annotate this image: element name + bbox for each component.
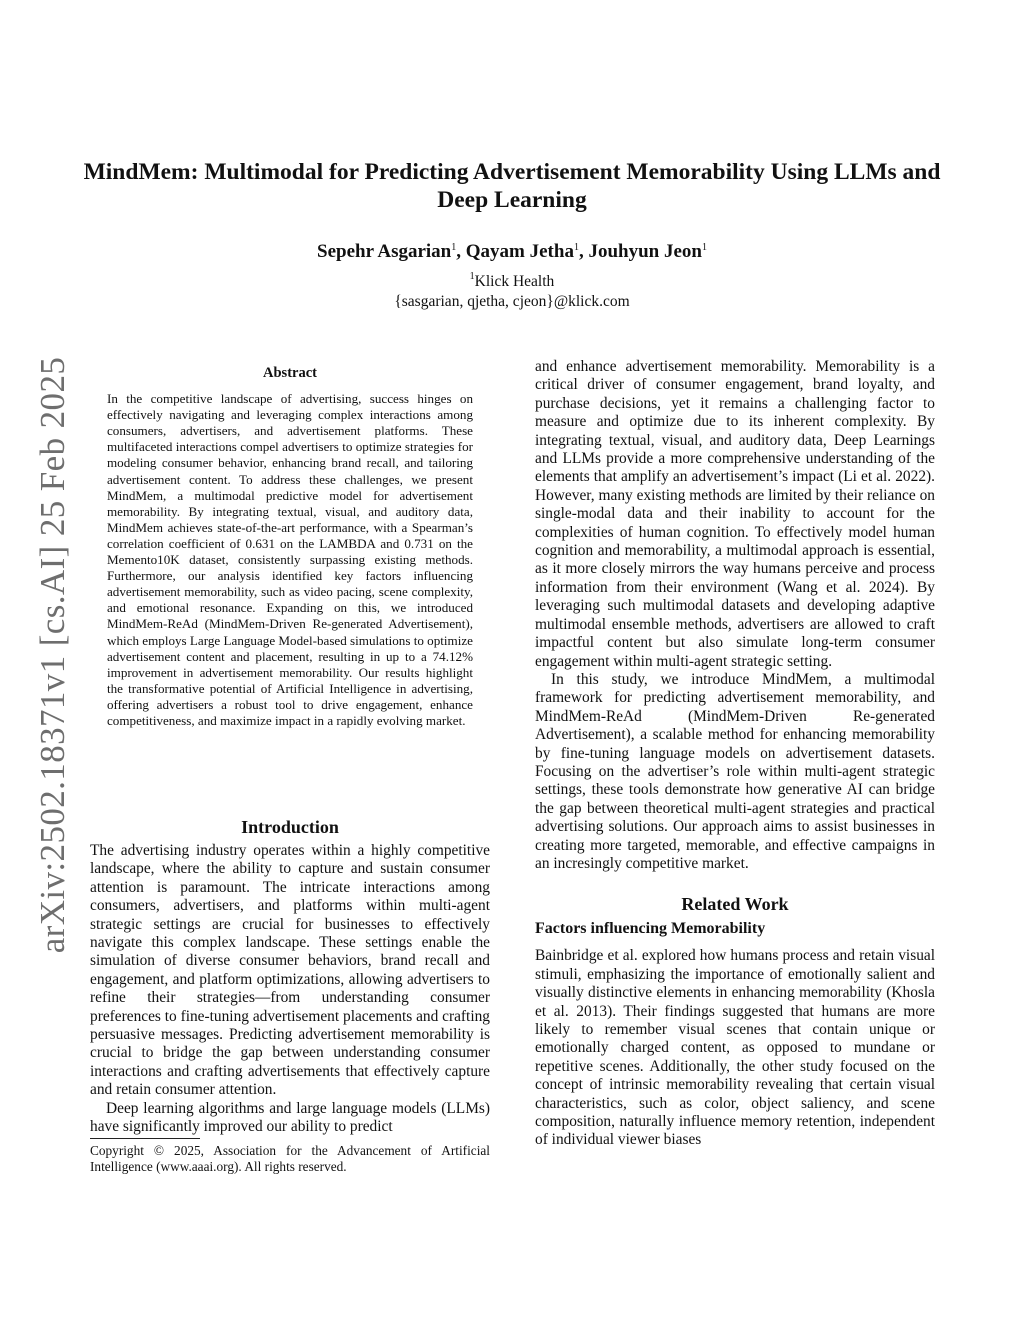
right-column xyxy=(535,358,935,1150)
section-spacer xyxy=(535,873,935,893)
body-paragraph: Deep learning algorithms and large language models (LLMs) have significantly improved our ability to predict xyxy=(90,1099,490,1136)
body-paragraph: and enhance advertisement memorability. Memorability is a critical driver of consumer engagement, brand loyalty, and purchase decisions, yet it remains a challenging factor to measure and optimize due to its inherent complexity. By integrating textual, visual, and auditory data, Deep Learnings and LLMs provide a more comprehensive understanding of the elements that amplify an advertisement’s impact (Li et al. 2022). However, many existing methods are limited by their reliance on single-modal data and their inability to account for the complexities of human cognition. To effectively model human cognition and memorability, a multimodal approach is essential, as it more closely mirrors the way humans perceive and process information from their environment (Wang et al. 2024). By leveraging such multimodal datasets and developing adaptive multimodal ensemble methods, advertisers are allowed to craft impactful content but also simulate long-term consumer engagement within multi-agent strategic setting. xyxy=(535,358,935,670)
abstract-heading: Abstract xyxy=(263,365,317,381)
affiliation-mark: 1 xyxy=(451,242,457,253)
affiliation-mark: 1 xyxy=(573,242,579,253)
related-work-heading: Related Work xyxy=(681,894,789,915)
author-separator: , xyxy=(578,241,589,262)
affiliation-block xyxy=(60,267,964,312)
abstract-section xyxy=(107,365,473,729)
affiliation-name: Klick Health xyxy=(474,273,555,290)
body-paragraph: In this study, we introduce MindMem, a multimodal framework for predicting advertisement memorability, and MindMem-ReAd (MindMem-Driven Re-generated Advertisement), a scalable method for enhancing memorability by fine-tuning language models on advertisement datasets. Focusing on the advertiser’s role within multi-agent strategic settings, these tools demonstrate how generative AI can bridge the gap between theoretical multi-agent strategies and practical advertising solutions. Our approach aims to assist businesses in creating more targeted, memorable, and effective campaigns in an incresingly competitive market. xyxy=(535,670,935,872)
left-column xyxy=(90,816,490,1137)
author-separator: , xyxy=(456,241,466,262)
footnote-rule xyxy=(90,1138,200,1139)
author-name: Sepehr Asgarian xyxy=(317,241,452,262)
factors-subheading: Factors influencing Memorability xyxy=(535,920,766,938)
author-emails: {sasgarian, qjetha, cjeon}@klick.com xyxy=(394,293,630,310)
body-paragraph: The advertising industry operates within a highly competitive landscape, where the ability to capture and sustain consumer attention is paramount. The intricate interactions among consumers, advertisers, and platforms within multi-agent strategic settings are crucial for businesses to effectively navigate this complex landscape. These settings enable the simulation of diverse consumer behaviors, brand recall and engagement, and platform optimizations, allowing advertisers to refine their strategies—from understanding consumer preferences to fine-tuning advertisement placements and crafting persuasive messages. Predicting advertisement memorability is crucial to bridge the gap between understanding consumer interactions and crafting advertisements that effectively capture and retain consumer attention. xyxy=(90,842,490,1099)
paper-title: MindMem: Multimodal for Predicting Advertisement Memorability Using LLMs and Deep Learning xyxy=(83,159,941,213)
introduction-heading: Introduction xyxy=(241,817,339,837)
affiliation-line xyxy=(60,267,964,292)
affiliation-mark: 1 xyxy=(701,242,707,253)
abstract-text: In the competitive landscape of advertising, success hinges on effectively navigating and leveraging complex interactions among consumers, advertisers, and advertisement platforms. These multifaceted interactions compel advertisers to optimize strategies for modeling consumer behavior, enhancing brand recall, and tailoring advertisement content. To address these challenges, we present MindMem, a multimodal predictive model for advertisement memorability. By integrating textual, visual, and auditory data, MindMem achieves state-of-the-art performance, with a Spearman’s correlation coefficient of 0.631 on the LAMBDA and 0.731 on the Memento10K dataset, consistently surpassing existing methods. Furthermore, our analysis identified key factors influencing advertisement memorability, such as video pacing, scene complexity, and emotional resonance. Expanding on this, we introduced MindMem-ReAd (MindMem-Driven Re-generated Advertisement), which employs Large Language Model-based simulations to optimize advertisement content and placement, resulting in up to a 74.12% improvement in advertisement memorability. Our results highlight the transformative potential of Artificial Intelligence in advertising, offering advertisers a robust tool to drive engagement, enhance competitiveness, and maximize impact in a rapidly evolving market. xyxy=(107,391,473,728)
copyright-footnote xyxy=(90,1143,490,1175)
body-paragraph: Bainbridge et al. explored how humans process and retain visual stimuli, emphasizing the importance of emotionally salient and visually distinctive elements in enhancing memorability (Khosla et al. 2013). Their findings suggested that humans are more likely to remember visual scenes that contain unique or emotionally charged content, as opposed to mundane or repetitive scenes. Additionally, the other study focused on the concept of intrinsic memorability revealing that certain visual characteristics, such as color, object saliency, and scene composition, naturally influence memory retention, independent of individual viewer biases xyxy=(535,947,935,1149)
author-list xyxy=(60,236,964,264)
arxiv-identifier: arXiv:2502.18371v1 [cs.AI] 25 Feb 2025 xyxy=(33,356,72,954)
author-name: Jouhyun Jeon xyxy=(588,241,702,262)
copyright-text: Copyright © 2025, Association for the Advancement of Artificial Intelligence (www.aaai.org). All rights reserved. xyxy=(90,1143,490,1174)
author-name: Qayam Jetha xyxy=(465,241,574,262)
affiliation-mark: 1 xyxy=(469,271,475,282)
